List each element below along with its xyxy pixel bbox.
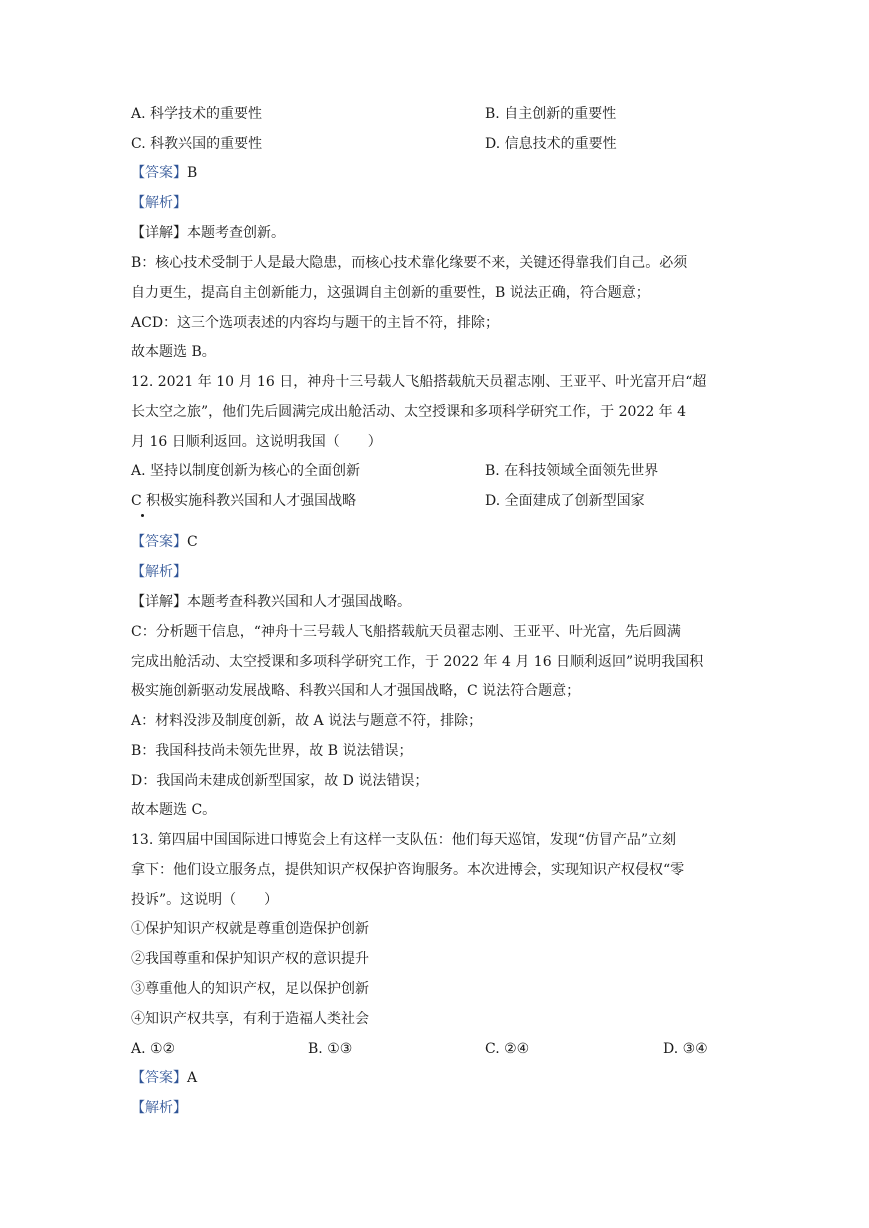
q12-explanation-line: A：材料没涉及制度创新，故 A 说法与题意不符，排除； [131,713,483,729]
detail-tag: 【详解】 [131,594,187,610]
q11-option-c: C. 科教兴国的重要性 [131,136,263,152]
q13-stem-line: 拿下：他们设立服务点，提供知识产权保护咨询服务。本次进博会，实现知识产权侵权“零 [131,862,685,878]
q11-analysis-tag: 【解析】 [131,195,187,211]
q11-answer [131,163,197,183]
q12-answer [131,532,198,552]
q11-explanation-line: 自力更生，提高自主创新能力，这强调自主创新的重要性，B 说法正确，符合题意； [131,285,650,301]
answer-value: B [187,165,198,181]
q12-explanation-line: B：我国科技尚未领先世界，故 B 说法错误； [131,743,413,759]
q11-option-b: B. 自主创新的重要性 [485,106,617,122]
q12-detail [131,592,411,612]
q12-option-c: C 积极实施科教兴国和人才强国战略 [131,493,357,509]
answer-value: A [187,1070,198,1086]
q13-stem-line: 13. 第四届中国国际进口博览会上有这样一支队伍：他们每天巡馆，发现“仿冒产品”立刻 [131,832,677,848]
q13-analysis-tag: 【解析】 [131,1100,187,1116]
q13-item: ②我国尊重和保护知识产权的意识提升 [131,951,369,967]
q11-explanation-line: B：核心技术受制于人是最大隐患，而核心技术靠化缘要不来，关键还得靠我们自己。必须 [131,255,688,271]
stray-dot [141,514,144,517]
answer-tag: 【答案】 [131,165,187,181]
q12-analysis-tag: 【解析】 [131,564,187,580]
q12-stem-line: 长太空之旅”，他们先后圆满完成出舱活动、太空授课和多项科学研究工作，于 2022 年 4 [131,404,687,420]
q12-explanation-line: 故本题选 C。 [131,802,217,818]
q12-explanation-line: 极实施创新驱动发展战略、科教兴国和人才强国战略，C 说法符合题意； [131,683,581,699]
answer-value: C [187,534,198,550]
q12-explanation-line: 完成出舱活动、太空授课和多项科学研究工作，于 2022 年 4 月 16 日顺利返回”说明我国积 [131,654,704,670]
answer-tag: 【答案】 [131,534,187,550]
q11-detail [131,223,285,243]
q11-explanation-line: ACD：这三个选项表述的内容均与题干的主旨不符，排除； [131,315,500,331]
q13-answer [131,1068,197,1088]
q13-item: ④知识产权共享，有利于造福人类社会 [131,1011,369,1027]
q12-option-a: A. 坚持以制度创新为核心的全面创新 [131,463,361,479]
q12-explanation-line: C：分析题干信息，“神舟十三号载人飞船搭载航天员翟志刚、王亚平、叶光富，先后圆满 [131,624,681,640]
q13-item: ①保护知识产权就是尊重创造保护创新 [131,921,369,937]
q13-stem-line: 投诉”。这说明（ ） [131,892,279,908]
q12-option-b: B. 在科技领域全面领先世界 [485,463,659,479]
answer-tag: 【答案】 [131,1070,187,1086]
detail-tag: 【详解】 [131,225,187,241]
q12-option-d: D. 全面建成了创新型国家 [485,493,645,509]
q11-explanation-line: 故本题选 B。 [131,344,216,360]
q13-option-a: A. ①② [131,1041,176,1057]
q13-option-c: C. ②④ [485,1041,530,1057]
q11-option-d: D. 信息技术的重要性 [485,136,617,152]
q13-option-b: B. ①③ [308,1041,353,1057]
q11-option-a: A. 科学技术的重要性 [131,106,263,122]
q12-stem-line: 12. 2021 年 10 月 16 日，神舟十三号载人飞船搭载航天员翟志刚、王亚平、叶光富开启“超 [131,374,707,390]
q13-item: ③尊重他人的知识产权，足以保护创新 [131,981,369,997]
detail-text: 本题考查创新。 [187,225,285,241]
q12-stem-line: 月 16 日顺利返回。这说明我国（ ） [131,434,382,450]
detail-text: 本题考查科教兴国和人才强国战略。 [187,594,411,610]
q12-explanation-line: D：我国尚未建成创新型国家，故 D 说法错误； [131,773,429,789]
q13-option-d: D. ③④ [663,1041,708,1057]
